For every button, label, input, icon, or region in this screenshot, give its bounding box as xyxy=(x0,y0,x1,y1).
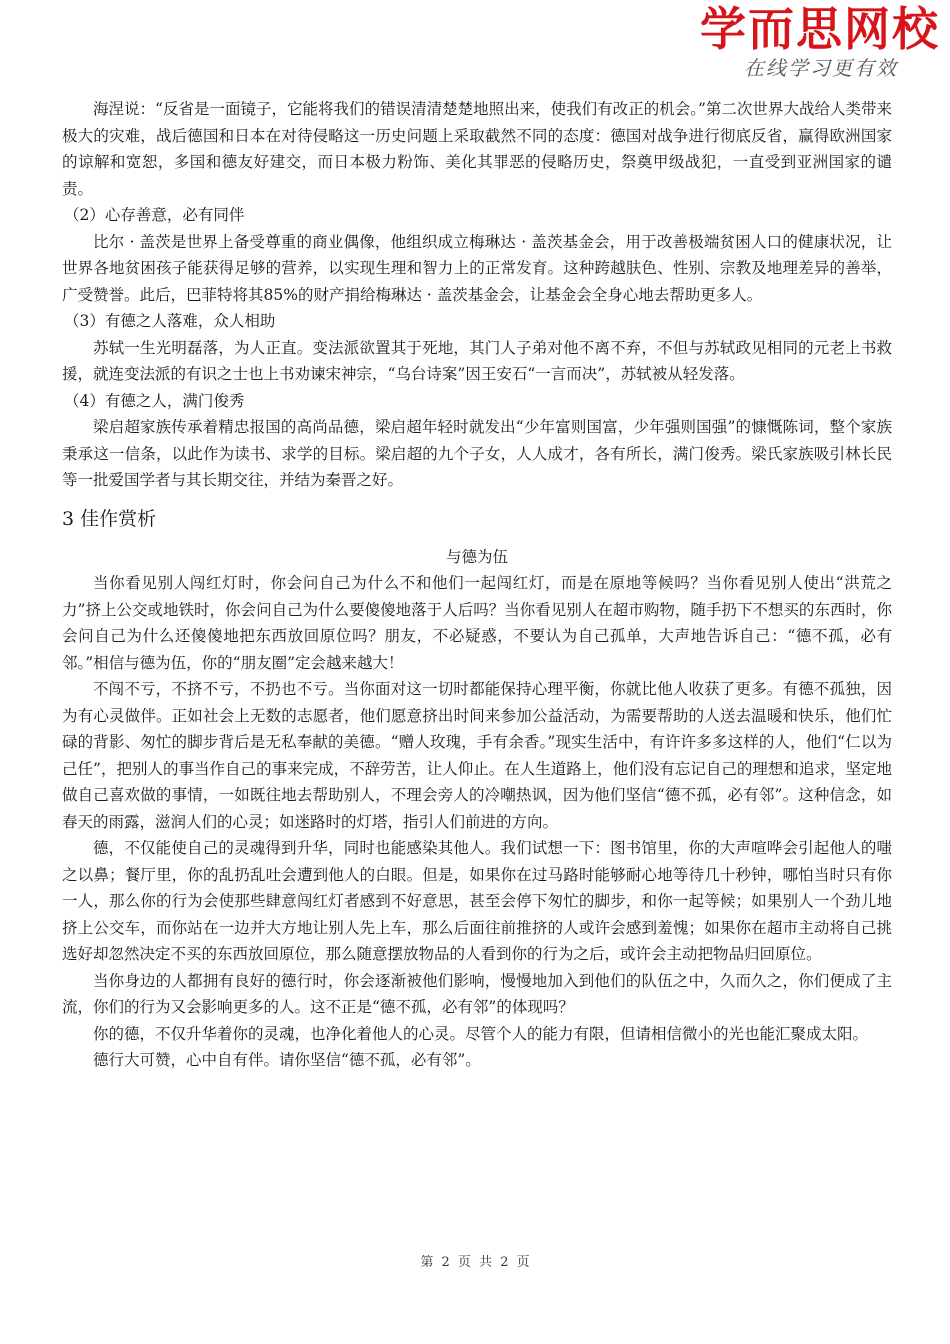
essay-paragraph: 你的德，不仅升华着你的灵魂，也净化着他人的心灵。尽管个人的能力有限，但请相信微小的光也能汇聚成太阳。 xyxy=(93,1024,869,1043)
essay-title: 与德为伍 xyxy=(445,547,508,566)
subheading-2: （2）心存善意，必有同伴 xyxy=(64,206,245,224)
subheading-3: （3）有德之人落难，众人相助 xyxy=(64,312,276,330)
essay-paragraph: 德，不仅能使自己的灵魂得到升华，同时也能感染其他人。我们试想一下：图书馆里，你的大声喧哗会引起他人的嗤之以鼻；餐厅里，你的乱扔乱吐会遭到他人的白眼。但是，如果你在过马路时能够耐心地等待几十秒钟，哪怕当时只有你一人，那么你的行为会使那些肆意闯红灯者感到不好意思，甚至会停下匆忙的脚步，和你一起等候；如果别人一个劲儿地挤上公交车，而你站在一边并大方地让别人先上车，那么后面往前推挤的人或许会感到羞愧；如果你在超市主动将自己挑选好却忽然决定不买的东西放回原位，那么随意摆放物品的人看到你的行为之后，或许会主动把物品归回原位。 xyxy=(62,839,892,963)
paragraph-liang: 梁启超家族传承着精忠报国的高尚品德，梁启超年轻时就发出“少年富则国富，少年强则国强”的慷慨陈词，整个家族秉承这一信条，以此作为读书、求学的目标。梁启超的九个子女，人人成才，各有所长，满门俊秀。梁氏家族吸引林长民等一批爱国学者与其长期交往，并结为秦晋之好。 xyxy=(62,418,892,489)
section-heading: 3 佳作赏析 xyxy=(62,507,157,530)
essay-paragraph: 当你看见别人闯红灯时，你会问自己为什么不和他们一起闯红灯，而是在原地等候吗？当你看见别人使出“洪荒之力”挤上公交或地铁时，你会问自己为什么要傻傻地落于人后吗？当你看见别人在超市购物，随手扔下不想买的东西时，你会问自己为什么还傻傻地把东西放回原位吗？朋友，不必疑惑，不要认为自己孤单，大声地告诉自己：“德不孤，必有邻。”相信与德为伍，你的“朋友圈”定会越来越大！ xyxy=(62,574,892,672)
essay-paragraph: 德行大可赞，心中自有伴。请你坚信“德不孤，必有邻”。 xyxy=(93,1051,481,1069)
document-body xyxy=(62,96,892,1074)
essay-paragraph: 不闯不亏，不挤不亏，不扔也不亏。当你面对这一切时都能保持心理平衡，你就比他人收获了更多。有德不孤独，因为有心灵做伴。正如社会上无数的志愿者，他们愿意挤出时间来参加公益活动，为需要帮助的人送去温暖和快乐，他们忙碌的背影、匆忙的脚步背后是无私奉献的美德。“赠人玫瑰，手有余香。”现实生活中，有许许多多这样的人，他们“仁以为己任”，把别人的事当作自己的事来完成，不辞劳苦，让人仰止。在人生道路上，他们没有忘记自己的理想和追求，坚定地做自己喜欢做的事情，一如既往地去帮助别人，不理会旁人的冷嘲热讽，因为他们坚信“德不孤，必有邻”。这种信念，如春天的雨露，滋润人们的心灵；如迷路时的灯塔，指引人们前进的方向。 xyxy=(62,680,892,831)
page-number: 第 2 页 共 2 页 xyxy=(420,1255,530,1270)
subheading-4: （4）有德之人，满门俊秀 xyxy=(64,391,245,410)
paragraph-heine: 海涅说：“反省是一面镜子，它能将我们的错误清清楚楚地照出来，使我们有改正的机会。”第二次世界大战给人类带来极大的灾难，战后德国和日本在对待侵略这一历史问题上采取截然不同的态度：德国对战争进行彻底反省，赢得欧洲国家的谅解和宽恕，多国和德友好建交，而日本极力粉饰、美化其罪恶的侵略历史，祭奠甲级战犯，一直受到亚洲国家的谴责。 xyxy=(62,100,892,198)
paragraph-sushi: 苏轼一生光明磊落，为人正直。变法派欲置其于死地，其门人子弟对他不离不弃，不但与苏轼政见相同的元老上书救援，就连变法派的有识之士也上书劝谏宋神宗，“乌台诗案”因王安石“一言而决”，苏轼被从轻发落。 xyxy=(62,338,892,383)
essay-paragraph: 当你身边的人都拥有良好的德行时，你会逐渐被他们影响，慢慢地加入到他们的队伍之中，久而久之，你们便成了主流，你们的行为又会影响更多的人。这不正是“德不孤，必有邻”的体现吗？ xyxy=(62,971,892,1016)
brand-logo xyxy=(680,2,940,80)
logo-wordmark: 学而思网校 xyxy=(700,2,940,56)
logo-slogan: 在线学习更有效 xyxy=(744,56,898,80)
paragraph-gates: 比尔 · 盖茨是世界上备受尊重的商业偶像，他组织成立梅琳达 · 盖茨基金会，用于改善极端贫困人口的健康状况，让世界各地贫困孩子能获得足够的营养，以实现生理和智力上的正常发育。这种跨越肤色、性别、宗教及地理差异的善举，广受赞誉。此后，巴菲特将其85%的财产捐给梅琳达 · 盖茨基金会，让基金会全身心地去帮助更多人。 xyxy=(62,232,892,304)
